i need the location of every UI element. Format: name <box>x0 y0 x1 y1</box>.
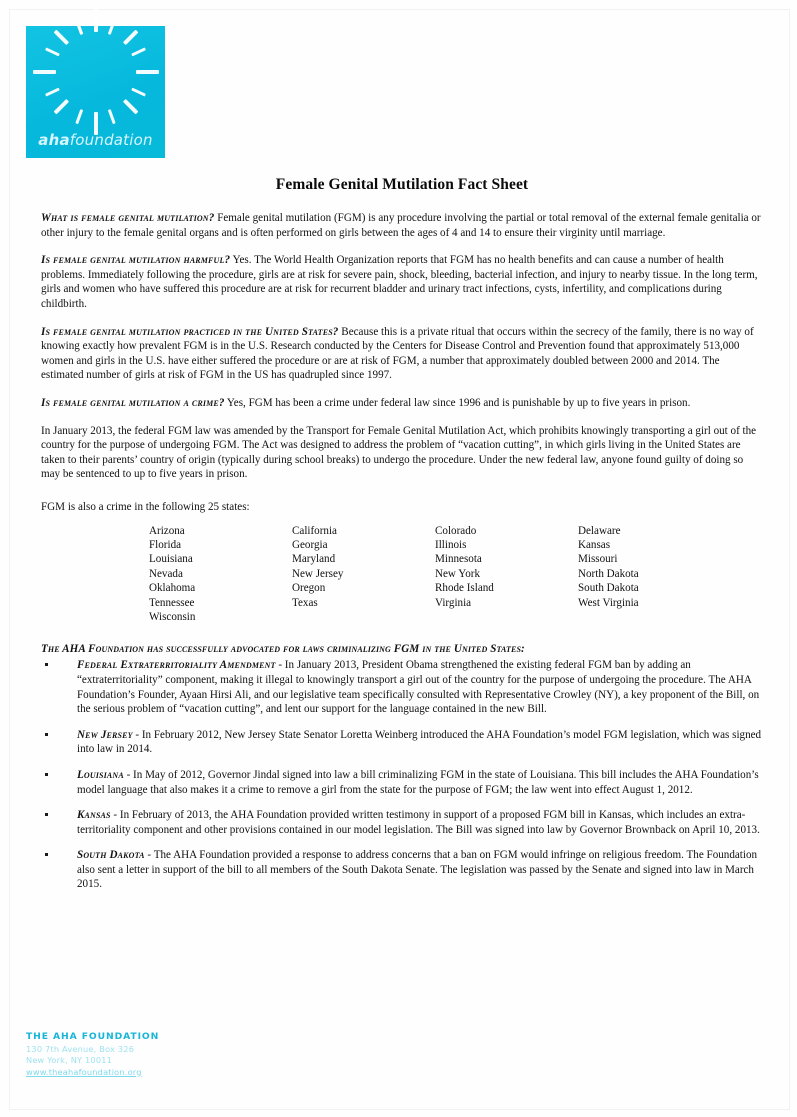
paragraph-practiced-in-us <box>41 325 763 383</box>
bullet-icon <box>45 733 48 736</box>
state-item: Georgia <box>292 538 328 551</box>
question-lead-practiced-us: Is female genital mutilation practiced in the United States? <box>41 325 339 338</box>
state-item: Kansas <box>578 538 611 551</box>
list-item <box>41 848 763 892</box>
state-item: North Dakota <box>578 567 639 580</box>
states-column-2 <box>292 524 435 625</box>
sunburst-ray <box>75 109 83 124</box>
page-footer <box>26 1031 356 1078</box>
question-lead-what-is: What is female genital mutilation? <box>41 212 215 224</box>
bullet-icon <box>45 853 48 856</box>
list-item <box>41 728 763 757</box>
state-item: New York <box>435 567 480 580</box>
state-item: Arizona <box>149 524 185 537</box>
state-item: Illinois <box>435 538 467 551</box>
paragraph-is-crime <box>41 396 763 411</box>
state-item: Texas <box>292 596 318 609</box>
states-list <box>149 524 759 625</box>
state-item: California <box>292 524 337 537</box>
advocacy-item-lead: Louisiana <box>77 768 124 781</box>
state-item: Oregon <box>292 582 326 595</box>
advocacy-item-body: - In February of 2013, the AHA Foundation provided written testimony in support of a proposed FGM bill in Kansas, which includes an extra-territoriality component and other provisions contained in our model legislation. The Bill was signed into law by Governor Brownback on April 10, 2013. <box>77 809 760 836</box>
footer-address-line-1: 130 7th Avenue, Box 326 <box>26 1044 135 1054</box>
answer-practiced-us: Because this is a private ritual that occurs within the secrecy of the family, there is no way of knowing exactly how prevalent FGM is in the U.S. Research conducted by the Centers for Disease Control and Prevention found that approximately 513,000 women and girls in the U.S. have either suffered the procedure or are at risk of FGM, a number that approximately doubled between 2000 and 2014. The estimated number of girls at risk of FGM in the US has quadrupled since 1997. <box>41 325 754 382</box>
states-column-3 <box>435 524 578 625</box>
logo-wordmark-aha: aha <box>38 131 70 149</box>
list-item <box>41 768 763 797</box>
sunburst-ray <box>122 99 138 115</box>
advocacy-item-lead: Kansas <box>77 809 111 822</box>
state-item: Minnesota <box>435 553 482 566</box>
advocacy-item-lead: Federal Extraterritoriality Amendment <box>77 659 276 672</box>
list-item <box>41 808 763 837</box>
footer-website-link[interactable]: www.theahafoundation.org <box>26 1066 142 1077</box>
sunburst-ray <box>108 20 116 35</box>
advocacy-item-body: - In February 2012, New Jersey State Senator Loretta Weinberg introduced the AHA Foundation’s model FGM legislation, which was signed into law in 2014. <box>77 728 762 756</box>
state-item: Colorado <box>435 524 477 537</box>
state-item: Maryland <box>292 553 336 566</box>
question-lead-crime: Is female genital mutilation a crime? <box>41 396 225 409</box>
answer-crime: Yes, FGM has been a crime under federal law since 1996 and is punishable by up to five years in prison. <box>224 396 691 409</box>
logo-wordmark <box>26 131 165 149</box>
state-item: Tennessee <box>149 596 195 609</box>
paragraph-transport-act: In January 2013, the federal FGM law was amended by the Transport for Female Genital Mutilation Act, which prohibits knowingly transporting a girl out of the country for the purpose of undergoing FGM. The Act was designed to address the problem of “vacation cutting”, in which girls living in the United States are taken to their parents’ country of origin (typically during school breaks) to undergo the procedure. Under the new federal law, anyone found guilty of doing so may be sentenced to up to five years in prison. <box>41 424 757 481</box>
document-body <box>41 176 763 903</box>
list-item <box>41 658 763 716</box>
sunburst-ray <box>131 47 146 56</box>
sunburst-ray <box>136 70 159 74</box>
state-item: West Virginia <box>578 596 639 609</box>
state-item: Wisconsin <box>149 610 196 623</box>
advocacy-list <box>41 658 763 892</box>
bullet-icon <box>45 663 48 666</box>
state-item: Virginia <box>435 596 472 609</box>
states-intro: FGM is also a crime in the following 25 states: <box>41 500 250 513</box>
advocacy-heading: The AHA Foundation has successfully advocated for laws criminalizing FGM in the United States: <box>41 643 525 656</box>
sunburst-ray <box>45 88 60 97</box>
states-column-4 <box>578 524 721 625</box>
state-item: Delaware <box>578 524 621 537</box>
footer-organization: THE AHA FOUNDATION <box>26 1031 160 1042</box>
state-item: Missouri <box>578 553 618 566</box>
bullet-icon <box>45 773 48 776</box>
aha-foundation-logo <box>26 26 165 158</box>
paragraph-harmful <box>41 253 763 311</box>
bullet-icon <box>45 813 48 816</box>
advocacy-item-body: - In January 2013, President Obama strengthened the existing federal FGM ban by adding an “extraterritoriality” component, making it illegal to knowingly transport a girl out of the country for the purpose of undergoing the procedure. The AHA Foundation’s Founder, Ayaan Hirsi Ali, and our legislative team specifically consulted with Representative Crowley (NY), a key proponent of the Bill, on the serious problem of “vacation cutting”, and lent our support for the language contained in the new Bill. <box>77 659 760 716</box>
sunburst-ray <box>53 30 69 46</box>
sunburst-ray <box>75 20 83 35</box>
state-item: New Jersey <box>292 567 344 580</box>
states-column-1 <box>149 524 292 625</box>
answer-harmful: Yes. The World Health Organization reports that FGM has no health benefits and can cause a number of health problems. Immediately following the procedure, girls are at risk for severe pain, shock, bleeding, bacterial infection, and injury to nearby tissue. In the long term, girls and women who have suffered this procedure are at risk for recurrent bladder and urinary tract infections, cysts, infertility, and complications during childbirth. <box>41 254 758 310</box>
footer-address-line-2: New York, NY 10011 <box>26 1055 113 1066</box>
state-item: Florida <box>149 538 182 551</box>
state-item: South Dakota <box>578 582 639 595</box>
logo-wordmark-foundation: foundation <box>69 131 153 149</box>
sunburst-ray <box>94 9 98 32</box>
sunburst-ray <box>108 109 116 124</box>
advocacy-item-body: - The AHA Foundation provided a response to address concerns that a ban on FGM would infringe on religious freedom. The Foundation also sent a letter in support of the bill to all members of the South Dakota Senate. The legislation was passed by the Senate and signed into law in March 2015. <box>77 849 758 891</box>
state-item: Louisiana <box>149 553 193 566</box>
question-lead-harmful: Is female genital mutilation harmful? <box>41 254 231 267</box>
sunburst-ray <box>131 88 146 97</box>
advocacy-item-lead: New Jersey <box>77 728 133 741</box>
state-item: Rhode Island <box>435 582 494 595</box>
paragraph-what-is-fgm <box>41 211 763 240</box>
state-item: Nevada <box>149 567 183 580</box>
sunburst-ray <box>45 47 60 56</box>
page-title: Female Genital Mutilation Fact Sheet <box>275 176 529 193</box>
advocacy-item-body: - In May of 2012, Governor Jindal signed into law a bill criminalizing FGM in the state of Louisiana. This bill includes the AHA Foundation’s model language that also makes it a crime to remove a girl from the state for the purpose of FGM; the law went into effect August 1, 2012. <box>77 768 759 796</box>
sunburst-ray <box>122 30 138 46</box>
sunburst-ray <box>33 70 56 74</box>
state-item: Oklahoma <box>149 582 196 595</box>
advocacy-item-lead: South Dakota <box>77 849 145 862</box>
sunburst-ray <box>53 99 69 115</box>
answer-what-is: Female genital mutilation (FGM) is any procedure involving the partial or total removal of the external female genitalia or other injury to the female genital organs and is often performed on girls between the ages of 4 and 14 to ensure their virginity until marriage. <box>41 212 761 239</box>
